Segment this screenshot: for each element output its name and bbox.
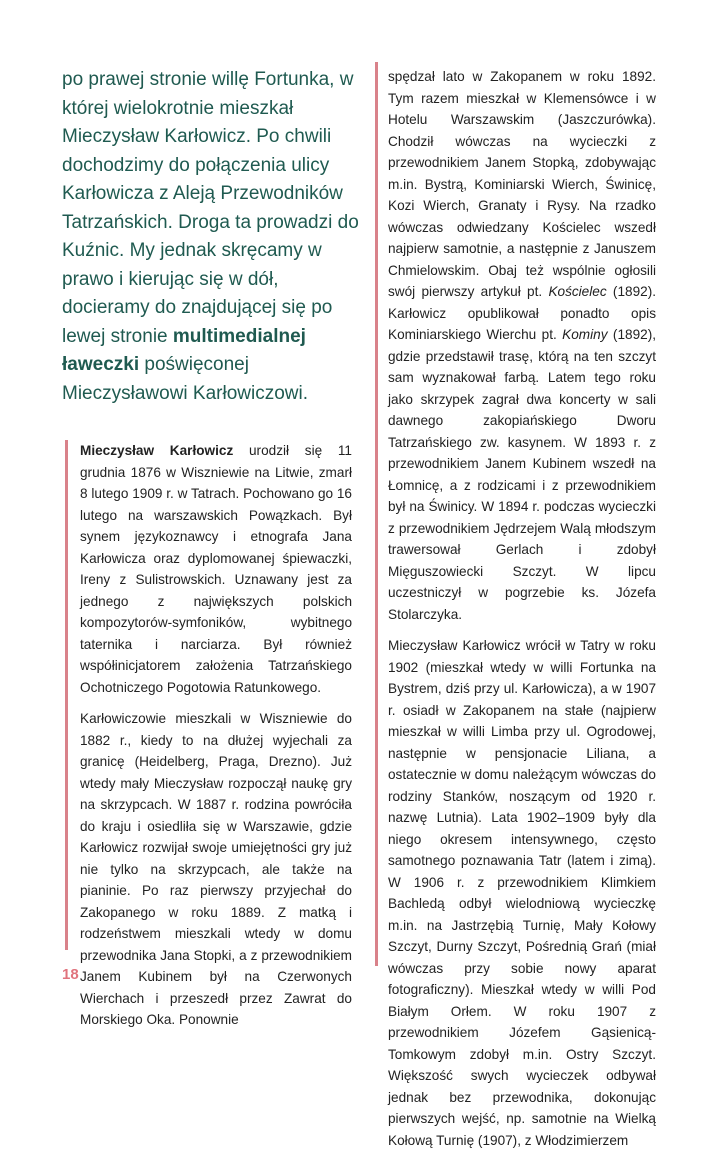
biography-text: urodził się 11 grudnia 1876 w Wiszniewie na Litwie, zmarł 8 lutego 1909 r. w Tatrach. Pochowano go 16 lutego na warszawskich Powązkach. Był synem językoznawcy i etnografa Jana Karłowicza oraz dyplomowanej śpiewaczki, Ireny z Sulistrowskich. Uznawany jest za jednego z największych polskich kompozytorów-symfoników, wybitnego taternika i narciarza. Był również współinicjatorem założenia Tatrzańskiego Ochotniczego Pogotowia Ratunkowego. xyxy=(80,443,352,695)
left-column xyxy=(80,440,352,1041)
right-accent-bar xyxy=(375,62,378,966)
article-title-koscielec: Kościelec xyxy=(548,284,607,299)
right-text-b: (1892). Karłowicz opublikował ponadto opis Kominiarskiego Wierchu pt. xyxy=(388,284,656,342)
left-paragraph-2: Karłowiczowie mieszkali w Wiszniewie do 1882 r., kiedy to na dłużej wyjechali za granicę (Heidelberg, Praga, Drezno). Już wtedy mały Mieczysław rozpoczął naukę gry na skrzypcach. W 1887 r. rodzina powróciła do kraju i osiedliła się w Warszawie, gdzie Karłowicz rozwijał swoje umiejętności gry już nie tylko na skrzypcach, ale także na pianinie. Po raz pierwszy przyjechał do Zakopanego w roku 1889. Z matką i rodzeństwem mieszkali wtedy w domu przewodnika Jana Stopki, a z przewodnikiem Janem Kubinem był na Czerwonych Wierchach i przeszedł przez Zawrat do Morskiego Oka. Ponownie xyxy=(80,711,352,1027)
right-column xyxy=(388,66,656,1161)
intro-paragraph xyxy=(62,66,362,408)
intro-text-end: poświęconej Mieczysławowi Karłowiczowi. xyxy=(62,354,308,404)
intro-bold-multimedialnej: multimedialnej xyxy=(172,325,306,347)
intro-text-part: po prawej stronie willę Fortunka, w której wielokrotnie mieszkał Mieczysław Karłowicz. Po chwili dochodzimy do połączenia ulicy Karłowicza z Aleją Przewodników Tatrzańskich. Droga ta prowadzi do Kuźnic. My jednak skręcamy w prawo i kierując się w dół, docieramy do znajdującej się po lewej stronie xyxy=(62,69,359,347)
article-title-kominy: Kominy xyxy=(562,327,608,342)
biography-name: Mieczysław Karłowicz xyxy=(80,443,234,458)
page-number: 18 xyxy=(62,966,79,983)
left-paragraph-1 xyxy=(80,440,352,698)
right-text-a: spędzał lato w Zakopanem w roku 1892. Tym razem mieszkał w Klemensówce i w Hotelu Warszawskim (Jaszczurówka). Chodził wówczas na wycieczki z przewodnikiem Janem Stopką, zdobywając m.in. Bystrą, Kominiarski Wierch, Świnicę, Kozi Wierch, Granaty i Rysy. Na rzadko wówczas odwiedzany Kościelec wszedł najpierw samotnie, a następnie z Januszem Chmielowskim. Obaj też wspólnie ogłosili swój pierwszy artykuł pt. xyxy=(388,69,656,299)
right-paragraph-2: Mieczysław Karłowicz wrócił w Tatry w roku 1902 (mieszkał wtedy w willi Fortunka na Bystrem, dziś przy ul. Karłowicza), a w 1907 r. osiadł w Zakopanem na stałe (najpierw mieszkał w willi Limba przy ul. Ogrodowej, następnie w pensjonacie Liliana, a ostatecznie w domu należącym wówczas do rodziny Stanków, noszącym od 1920 r. nazwę Lutnia). Lata 1902–1909 były dla niego okresem intensywnego, często samotnego poznawania Tatr (latem i zimą). W 1906 r. z przewodnikiem Klimkiem Bachledą odbył wielodniową wycieczkę m.in. na Jastrzębią Turnię, Mały Kołowy Szczyt, Durny Szczyt, Pośrednią Grań (miał wówczas przy sobie nowy aparat fotograficzny). Mieszkał wtedy w willi Pod Białym Orłem. W roku 1907 z przewodnikiem Józefem Gąsienicą-Tomkowym zdobył m.in. Ostry Szczyt. Większość swych wycieczek odbywał jednak bez przewodnika, dokonując pierwszych wejść, np. samotnie na Wielką Kołową Turnię (1907), z Włodzimierzem xyxy=(388,638,656,1148)
intro-bold-laweczki: ławeczki xyxy=(62,354,140,375)
intro-text xyxy=(62,66,362,408)
right-paragraph-1 xyxy=(388,66,656,625)
left-accent-bar xyxy=(65,440,68,950)
right-text-c: (1892), gdzie przedstawił trasę, którą na ten szczyt sam wyznakował farbą. Latem tego roku jako skrzypek zagrał dwa koncerty w sali dawnego zakopiańskiego Dworu Tatrzańskiego zw. kasynem. W 1893 r. z przewodnikiem Janem Kubinem wszedł na Łomnicę, a z rodzicami i z przewodnikiem był na Świnicy. W 1894 r. podczas wycieczki z przewodnikiem Jędrzejem Walą młodszym trawersował Gerlach i zdobył Mięguszowiecki Szczyt. W lipcu uczestniczył w pogrzebie ks. Józefa Stolarczyka. xyxy=(388,327,656,622)
